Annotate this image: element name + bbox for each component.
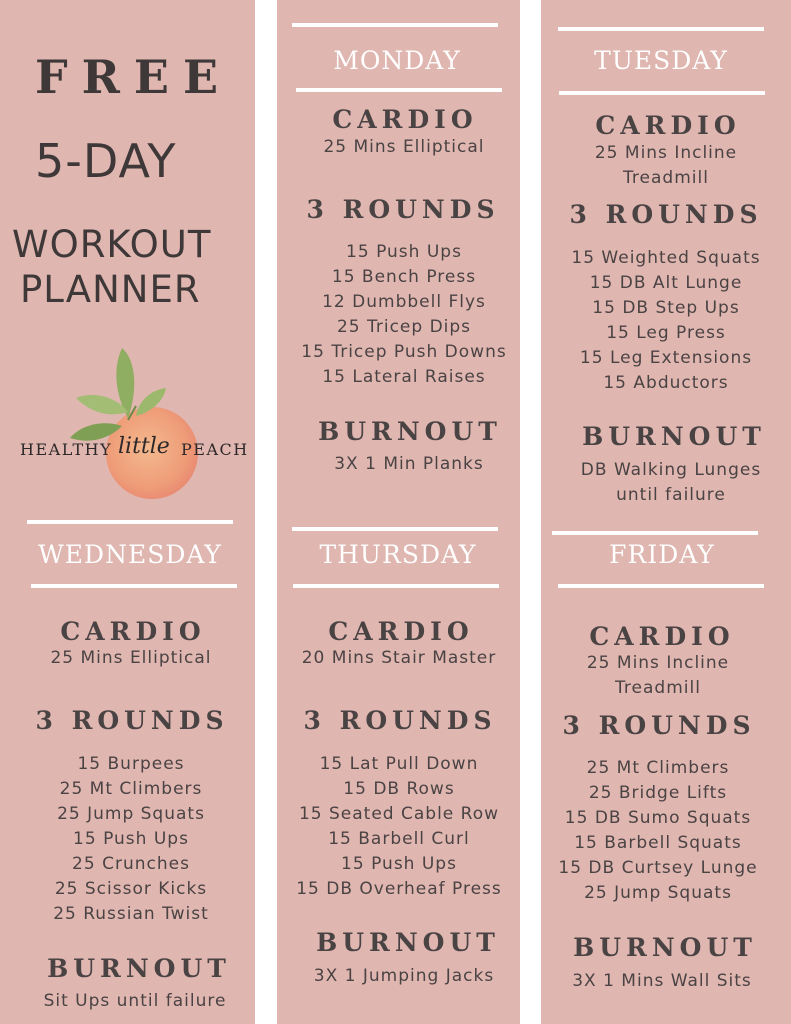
exercise-item: 15 Abductors: [603, 373, 729, 393]
title-free: FREE: [35, 50, 233, 104]
burnout-heading: BURNOUT: [47, 954, 231, 983]
exercise-item: 15 Seated Cable Row: [298, 804, 500, 824]
day-title-thursday: THURSDAY: [319, 540, 477, 569]
burnout-heading: BURNOUT: [573, 933, 757, 962]
cardio-details: [587, 651, 729, 701]
exercise-item: 12 Dumbbell Flys: [322, 292, 486, 312]
peach-icon: [70, 340, 210, 505]
exercise-item: 15 Push Ups: [341, 854, 457, 874]
exercise-list: [571, 246, 760, 396]
divider: [27, 520, 233, 524]
exercise-item: 15 Bench Press: [331, 267, 477, 287]
exercise-item: 15 Lat Pull Down: [319, 754, 479, 774]
divider: [292, 23, 498, 27]
burnout-item: 3X 1 Mins Wall Sits: [572, 971, 752, 991]
cardio-heading: CARDIO: [589, 622, 735, 651]
burnout-details: [572, 969, 752, 994]
cardio-heading: CARDIO: [60, 617, 206, 646]
exercise-item: 15 Push Ups: [73, 829, 189, 849]
cardio-item: Treadmill: [615, 678, 701, 698]
exercise-item: 15 Leg Extensions: [579, 348, 753, 368]
exercise-item: 25 Tricep Dips: [336, 317, 472, 337]
exercise-item: 25 Bridge Lifts: [588, 783, 728, 803]
exercise-list: [53, 752, 209, 927]
exercise-item: 25 Jump Squats: [57, 804, 205, 824]
cardio-heading: CARDIO: [332, 105, 478, 134]
cardio-heading: CARDIO: [328, 617, 474, 646]
exercise-item: 15 DB Rows: [343, 779, 455, 799]
exercise-list: [558, 756, 757, 906]
exercise-list: [301, 240, 506, 390]
day-title-friday: FRIDAY: [609, 540, 715, 569]
burnout-item: 3X 1 Min Planks: [334, 454, 484, 474]
cardio-item: Treadmill: [623, 168, 709, 188]
logo-text-healthy: HEALTHY: [20, 440, 113, 459]
exercise-item: 25 Mt Climbers: [59, 779, 203, 799]
cardio-details: [302, 646, 497, 671]
exercise-item: 15 Tricep Push Downs: [301, 342, 507, 362]
burnout-heading: BURNOUT: [582, 422, 766, 451]
exercise-item: 15 Barbell Curl: [328, 829, 470, 849]
title-workout: WORKOUT: [12, 223, 212, 266]
burnout-heading: BURNOUT: [318, 417, 502, 446]
day-title-wednesday: WEDNESDAY: [38, 540, 222, 569]
burnout-item: until failure: [616, 485, 726, 505]
exercise-item: 15 Push Ups: [346, 242, 462, 262]
exercise-item: 25 Jump Squats: [584, 883, 732, 903]
cardio-details: [323, 135, 484, 160]
burnout-item: Sit Ups until failure: [43, 991, 227, 1011]
burnout-heading: BURNOUT: [316, 928, 500, 957]
burnout-details: [334, 452, 484, 477]
exercise-item: 15 DB Overheaf Press: [296, 879, 502, 899]
rounds-heading: 3 ROUNDS: [306, 195, 500, 224]
cardio-details: [50, 646, 211, 671]
divider: [558, 27, 764, 31]
cardio-item: 20 Mins Stair Master: [301, 648, 497, 668]
divider: [296, 88, 502, 92]
exercise-item: 25 Scissor Kicks: [54, 879, 208, 899]
cardio-details: [595, 141, 737, 191]
exercise-item: 25 Crunches: [72, 854, 190, 874]
logo-text-peach: PEACH: [181, 440, 249, 459]
rounds-heading: 3 ROUNDS: [303, 706, 497, 735]
rounds-heading: 3 ROUNDS: [569, 200, 763, 229]
title-five-day: 5-DAY: [35, 134, 177, 188]
title-planner: PLANNER: [20, 268, 201, 311]
exercise-item: 15 DB Curtsey Lunge: [558, 858, 758, 878]
rounds-heading: 3 ROUNDS: [562, 711, 756, 740]
divider: [293, 584, 499, 588]
burnout-item: DB Walking Lunges: [580, 460, 762, 480]
exercise-item: 15 DB Step Ups: [592, 298, 740, 318]
divider: [558, 584, 764, 588]
divider: [559, 91, 765, 95]
burnout-details: [314, 964, 494, 989]
day-title-tuesday: TUESDAY: [594, 46, 728, 75]
cardio-heading: CARDIO: [595, 111, 741, 140]
exercise-item: 15 Burpees: [77, 754, 185, 774]
burnout-details: [581, 458, 761, 508]
exercise-item: 15 Lateral Raises: [322, 367, 486, 387]
cardio-item: 25 Mins Elliptical: [50, 648, 212, 668]
exercise-item: 15 Leg Press: [606, 323, 726, 343]
exercise-item: 25 Russian Twist: [53, 904, 209, 924]
exercise-item: 25 Mt Climbers: [586, 758, 730, 778]
day-title-monday: MONDAY: [333, 46, 461, 75]
rounds-heading: 3 ROUNDS: [35, 706, 229, 735]
burnout-item: 3X 1 Jumping Jacks: [313, 966, 495, 986]
exercise-list: [296, 752, 502, 902]
divider: [292, 527, 498, 531]
burnout-details: [44, 989, 227, 1014]
logo-text-little: little: [118, 434, 170, 459]
divider: [31, 584, 237, 588]
exercise-item: 15 DB Sumo Squats: [564, 808, 752, 828]
exercise-item: 15 DB Alt Lunge: [589, 273, 743, 293]
cardio-item: 25 Mins Incline: [594, 143, 738, 163]
exercise-item: 15 Barbell Squats: [574, 833, 742, 853]
divider: [552, 531, 758, 535]
exercise-item: 15 Weighted Squats: [571, 248, 761, 268]
cardio-item: 25 Mins Elliptical: [323, 137, 485, 157]
cardio-item: 25 Mins Incline: [586, 653, 730, 673]
